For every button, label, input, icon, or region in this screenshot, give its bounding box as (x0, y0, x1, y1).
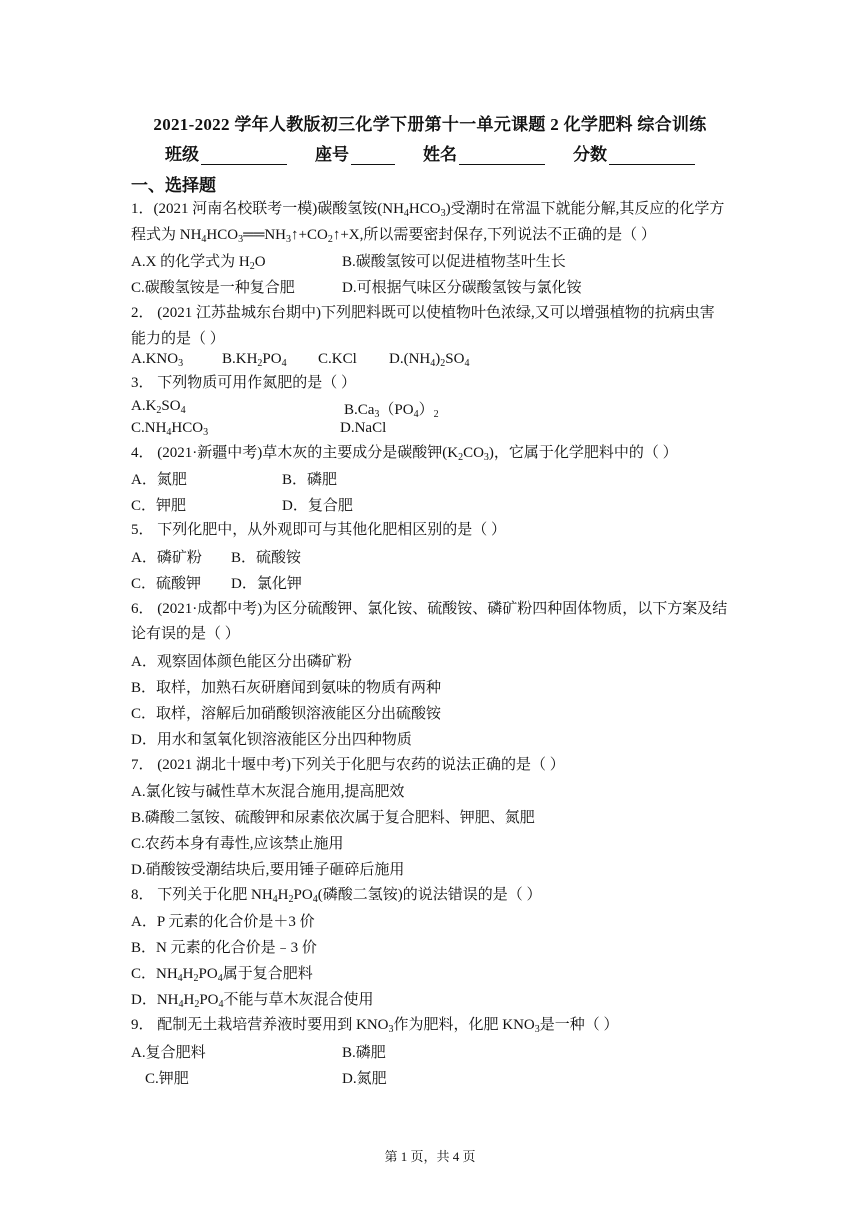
question-8-option-d: D．$NH_4H_2PO_4$不能与草木灰混合使用 (131, 992, 374, 1010)
question-8-option-b: B．N 元素的化合价是﹣3 价 (131, 940, 317, 956)
question-6-stem-line-2: 论有误的是（ ） (131, 626, 240, 642)
question-2-option-a: $A.KNO_3$ (131, 351, 184, 369)
question-3-option-b: $B.Ca_3(PO_4)_2$ (344, 402, 439, 420)
question-9-option-c: C.钾肥 (145, 1071, 189, 1087)
question-1-option-c: C.碳酸氢铵是一种复合肥 (131, 280, 295, 296)
name-label: 姓名 (423, 145, 457, 164)
name-field (423, 140, 545, 165)
question-1-option-b: B.碳酸氢铵可以促进植物茎叶生长 (342, 254, 566, 270)
question-7-stem: 7． (2021 湖北十堰中考)下列关于化肥与农药的说法正确的是（ ） (131, 757, 565, 773)
question-6-option-b: B．取样，加熟石灰研磨闻到氨味的物质有两种 (131, 680, 442, 696)
question-4-option-d: D．复合肥 (282, 498, 353, 514)
section-heading: 一、选择题 (131, 176, 216, 195)
question-2-option-b: $B.KH_2PO_4$ (222, 351, 287, 369)
question-3-option-d: D.NaCl (340, 420, 387, 436)
question-5-stem: 5． 下列化肥中，从外观即可与其他化肥相区别的是（ ） (131, 522, 507, 538)
score-label: 分数 (573, 145, 607, 164)
question-4-stem: 4． (2021·新疆中考)草木灰的主要成分是碳酸钾$(K_2CO_3)$，它属于化学肥料中的（ ） (131, 445, 678, 463)
score-field (573, 140, 695, 165)
seat-field (315, 140, 395, 165)
question-3-option-a: $A.K_2SO_4$ (131, 398, 186, 416)
question-6-option-d: D．用水和氢氧化钡溶液能区分出四种物质 (131, 732, 412, 748)
question-3-stem: 3． 下列物质可用作氮肥的是（ ） (131, 375, 357, 391)
question-6-option-c: C．取样，溶解后加硝酸钡溶液能区分出硫酸铵 (131, 706, 442, 722)
question-6-option-a: A．观察固体颜色能区分出磷矿粉 (131, 654, 352, 670)
question-5-option-a: A．磷矿粉 (131, 550, 202, 566)
question-7-option-c: C.农药本身有毒性,应该禁止施用 (131, 836, 344, 852)
question-8-option-a: A．P 元素的化合价是＋3 价 (131, 914, 315, 930)
student-info-row (0, 140, 860, 165)
question-1-option-a: A.X 的化学式为 $H_2O$ (131, 254, 266, 272)
question-8-option-c: C．$NH_4H_2PO_4$属于复合肥料 (131, 966, 313, 984)
document-title: 2021-2022 学年人教版初三化学下册第十一单元课题 2 化学肥料 综合训练 (153, 115, 707, 134)
class-field (165, 140, 287, 165)
question-4-option-c: C．钾肥 (131, 498, 187, 514)
question-5-option-c: C．硫酸钾 (131, 576, 202, 592)
question-5-option-d: D．氯化钾 (231, 576, 302, 592)
question-9-option-b: B.磷肥 (342, 1045, 386, 1061)
seat-label: 座号 (315, 145, 349, 164)
question-8-stem: 8． 下列关于化肥 $NH_4H_2PO_4$(磷酸二氢铵)的说法错误的是（ ） (131, 887, 542, 905)
question-7-option-d: D.硝酸铵受潮结块后,要用锤子砸碎后施用 (131, 862, 405, 878)
question-7-option-a: A.氯化铵与碱性草木灰混合施用,提高肥效 (131, 784, 405, 800)
question-9-stem: 9． 配制无土栽培营养液时要用到 $KNO_3$作为肥料，化肥 $KNO_3$是一种（ ） (131, 1017, 619, 1035)
question-1-stem-line-2: 程式为 $NH_4HCO_3══NH_3↑+CO_2↑+X$,所以需要密封保存,下列说法不正确的是（ ） (131, 227, 656, 245)
score-blank[interactable] (609, 148, 695, 165)
name-blank[interactable] (459, 148, 545, 165)
question-2-stem-line-1: 2． (2021 江苏盐城东台期中)下列肥料既可以使植物叶色浓绿,又可以增强植物的抗病虫害 (131, 305, 715, 321)
question-1-option-d: D.可根据气味区分碳酸氢铵与氯化铵 (342, 280, 582, 296)
question-6-stem-line-1: 6． (2021·成都中考)为区分硫酸钾、氯化铵、硫酸铵、磷矿粉四种固体物质，以下方案及结 (131, 601, 728, 617)
page-footer: 第 1 页，共 4 页 (384, 1149, 476, 1164)
question-3-option-c: $C.NH_4HCO_3$ (131, 420, 209, 438)
class-blank[interactable] (201, 148, 287, 165)
seat-blank[interactable] (351, 148, 395, 165)
question-4-option-a: A．氮肥 (131, 472, 187, 488)
question-4-option-b: B．磷肥 (282, 472, 338, 488)
question-5-option-b: B．硫酸铵 (231, 550, 302, 566)
question-9-option-d: D.氮肥 (342, 1071, 387, 1087)
question-2-option-c: C.KCl (318, 351, 357, 367)
question-2-stem-line-2: 能力的是（ ） (131, 331, 225, 347)
question-9-option-a: A.复合肥料 (131, 1045, 206, 1061)
class-label: 班级 (165, 145, 199, 164)
question-7-option-b: B.磷酸二氢铵、硫酸钾和尿素依次属于复合肥料、钾肥、氮肥 (131, 810, 535, 826)
question-2-option-d: $D.(NH_4)_2SO_4$ (389, 351, 470, 369)
question-1-stem-line-1: 1．(2021 河南名校联考一模)碳酸氢铵$(NH_4HCO_3)$受潮时在常温下就能分解,其反应的化学方 (131, 201, 725, 219)
